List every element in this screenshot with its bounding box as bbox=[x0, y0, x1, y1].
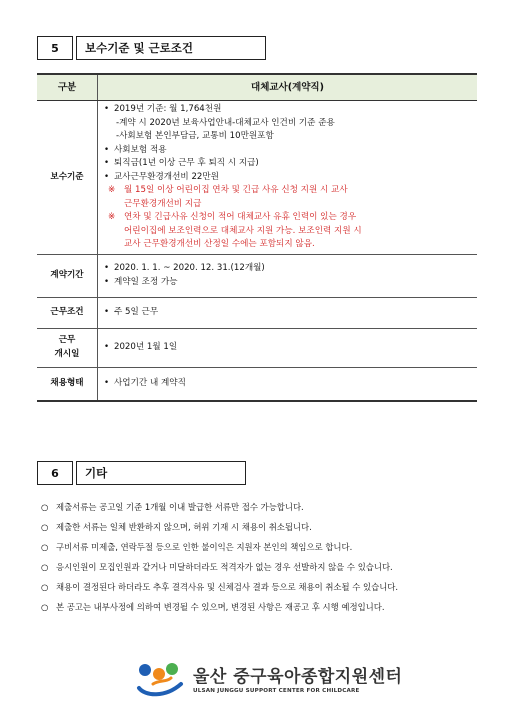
table-row bbox=[37, 297, 477, 328]
list-item: • 2020. 1. 1. ~ 2020. 12. 31.(12개월) bbox=[104, 263, 265, 273]
list-item: ○ 본 공고는 내부사정에 의하여 변경될 수 있으며, 변경된 사항은 재공고 후 시행 예정입니다. bbox=[41, 602, 385, 612]
list-item: • 퇴직금(1년 이상 근무 후 퇴직 시 지급) bbox=[104, 158, 259, 168]
list-item: ○ 제출서류는 공고일 기준 1개월 이내 발급한 서류만 접수 가능합니다. bbox=[41, 502, 304, 512]
list-item: • 사업기간 내 계약직 bbox=[104, 377, 186, 388]
list-item: • 2020년 1월 1일 bbox=[104, 341, 178, 352]
center-name-korean: 울산 중구육아종합지원센터 bbox=[193, 667, 403, 687]
list-item: ○ 제출한 서류는 일체 반환하지 않으며, 허위 기재 시 채용이 취소됩니다. bbox=[41, 522, 312, 532]
list-item: • 사회보험 적용 bbox=[104, 144, 167, 155]
row-label: 근무조건 bbox=[37, 297, 98, 328]
column-header: 구분 bbox=[37, 74, 98, 101]
list-item: ○ 채용이 결정된다 하더라도 추후 결격사유 및 신체검사 결과 등으로 채용이 취소될 수 있습니다. bbox=[41, 582, 399, 592]
table-header-row bbox=[37, 74, 477, 101]
section-6-header bbox=[37, 461, 246, 485]
center-logo bbox=[135, 658, 402, 698]
section-number: 5 bbox=[37, 36, 73, 60]
list-item: ○ 구비서류 미제출, 연락두절 등으로 인한 불이익은 지원자 본인의 책임으로 합니다. bbox=[41, 542, 353, 552]
red-note: ※ 연차 및 긴급사유 신청이 적어 대체교사 유휴 인력이 있는 경우 어린이집에 보조인력으로 대체교사 지원 가능. 보조인력 지원 시 교사 근무환경개선비 산정일 수에는 포함되지 않음. bbox=[108, 212, 362, 249]
table-row bbox=[37, 101, 477, 255]
list-item: • 주 5일 근무 bbox=[104, 306, 159, 317]
row-label: 보수기준 bbox=[37, 101, 98, 255]
list-item: ○ 응시인원이 모집인원과 같거나 미달하더라도 적격자가 없는 경우 선발하지 않을 수 있습니다. bbox=[41, 562, 393, 572]
row-content bbox=[98, 367, 478, 401]
section-title: 보수기준 및 근로조건 bbox=[76, 36, 266, 60]
list-item: -계약 시 2020년 보육사업안내-대체교사 인건비 기준 준용 bbox=[116, 117, 335, 128]
list-item: -사회보험 본인부담금, 교통비 10만원포함 bbox=[116, 131, 274, 141]
red-note: ※ 월 15일 이상 어린이집 연차 및 긴급 사유 신청 지원 시 교사 근무환경개선비 지급 bbox=[108, 185, 348, 209]
list-item: • 2019년 기준: 월 1,764천원 bbox=[104, 104, 222, 114]
section-5-header bbox=[37, 36, 266, 60]
column-header: 대체교사(계약직) bbox=[98, 74, 478, 101]
table-row bbox=[37, 367, 477, 401]
row-content bbox=[98, 328, 478, 367]
row-label: 채용형태 bbox=[37, 367, 98, 401]
row-content bbox=[98, 254, 478, 297]
list-item: • 계약일 조정 가능 bbox=[104, 276, 178, 287]
center-logo-icon bbox=[135, 658, 187, 698]
table-row bbox=[37, 254, 477, 297]
center-name-english: ULSAN JUNGGU SUPPORT CENTER FOR CHILDCARE bbox=[193, 688, 360, 694]
row-label: 근무 개시일 bbox=[37, 328, 98, 367]
list-item: • 교사근무환경개선비 22만원 bbox=[104, 171, 219, 182]
notes-list bbox=[41, 497, 481, 617]
table-row bbox=[37, 328, 477, 367]
section-number: 6 bbox=[37, 461, 73, 485]
section-title: 기타 bbox=[76, 461, 246, 485]
row-content bbox=[98, 297, 478, 328]
row-content bbox=[98, 101, 478, 255]
conditions-table bbox=[37, 73, 477, 402]
row-label: 계약기간 bbox=[37, 254, 98, 297]
